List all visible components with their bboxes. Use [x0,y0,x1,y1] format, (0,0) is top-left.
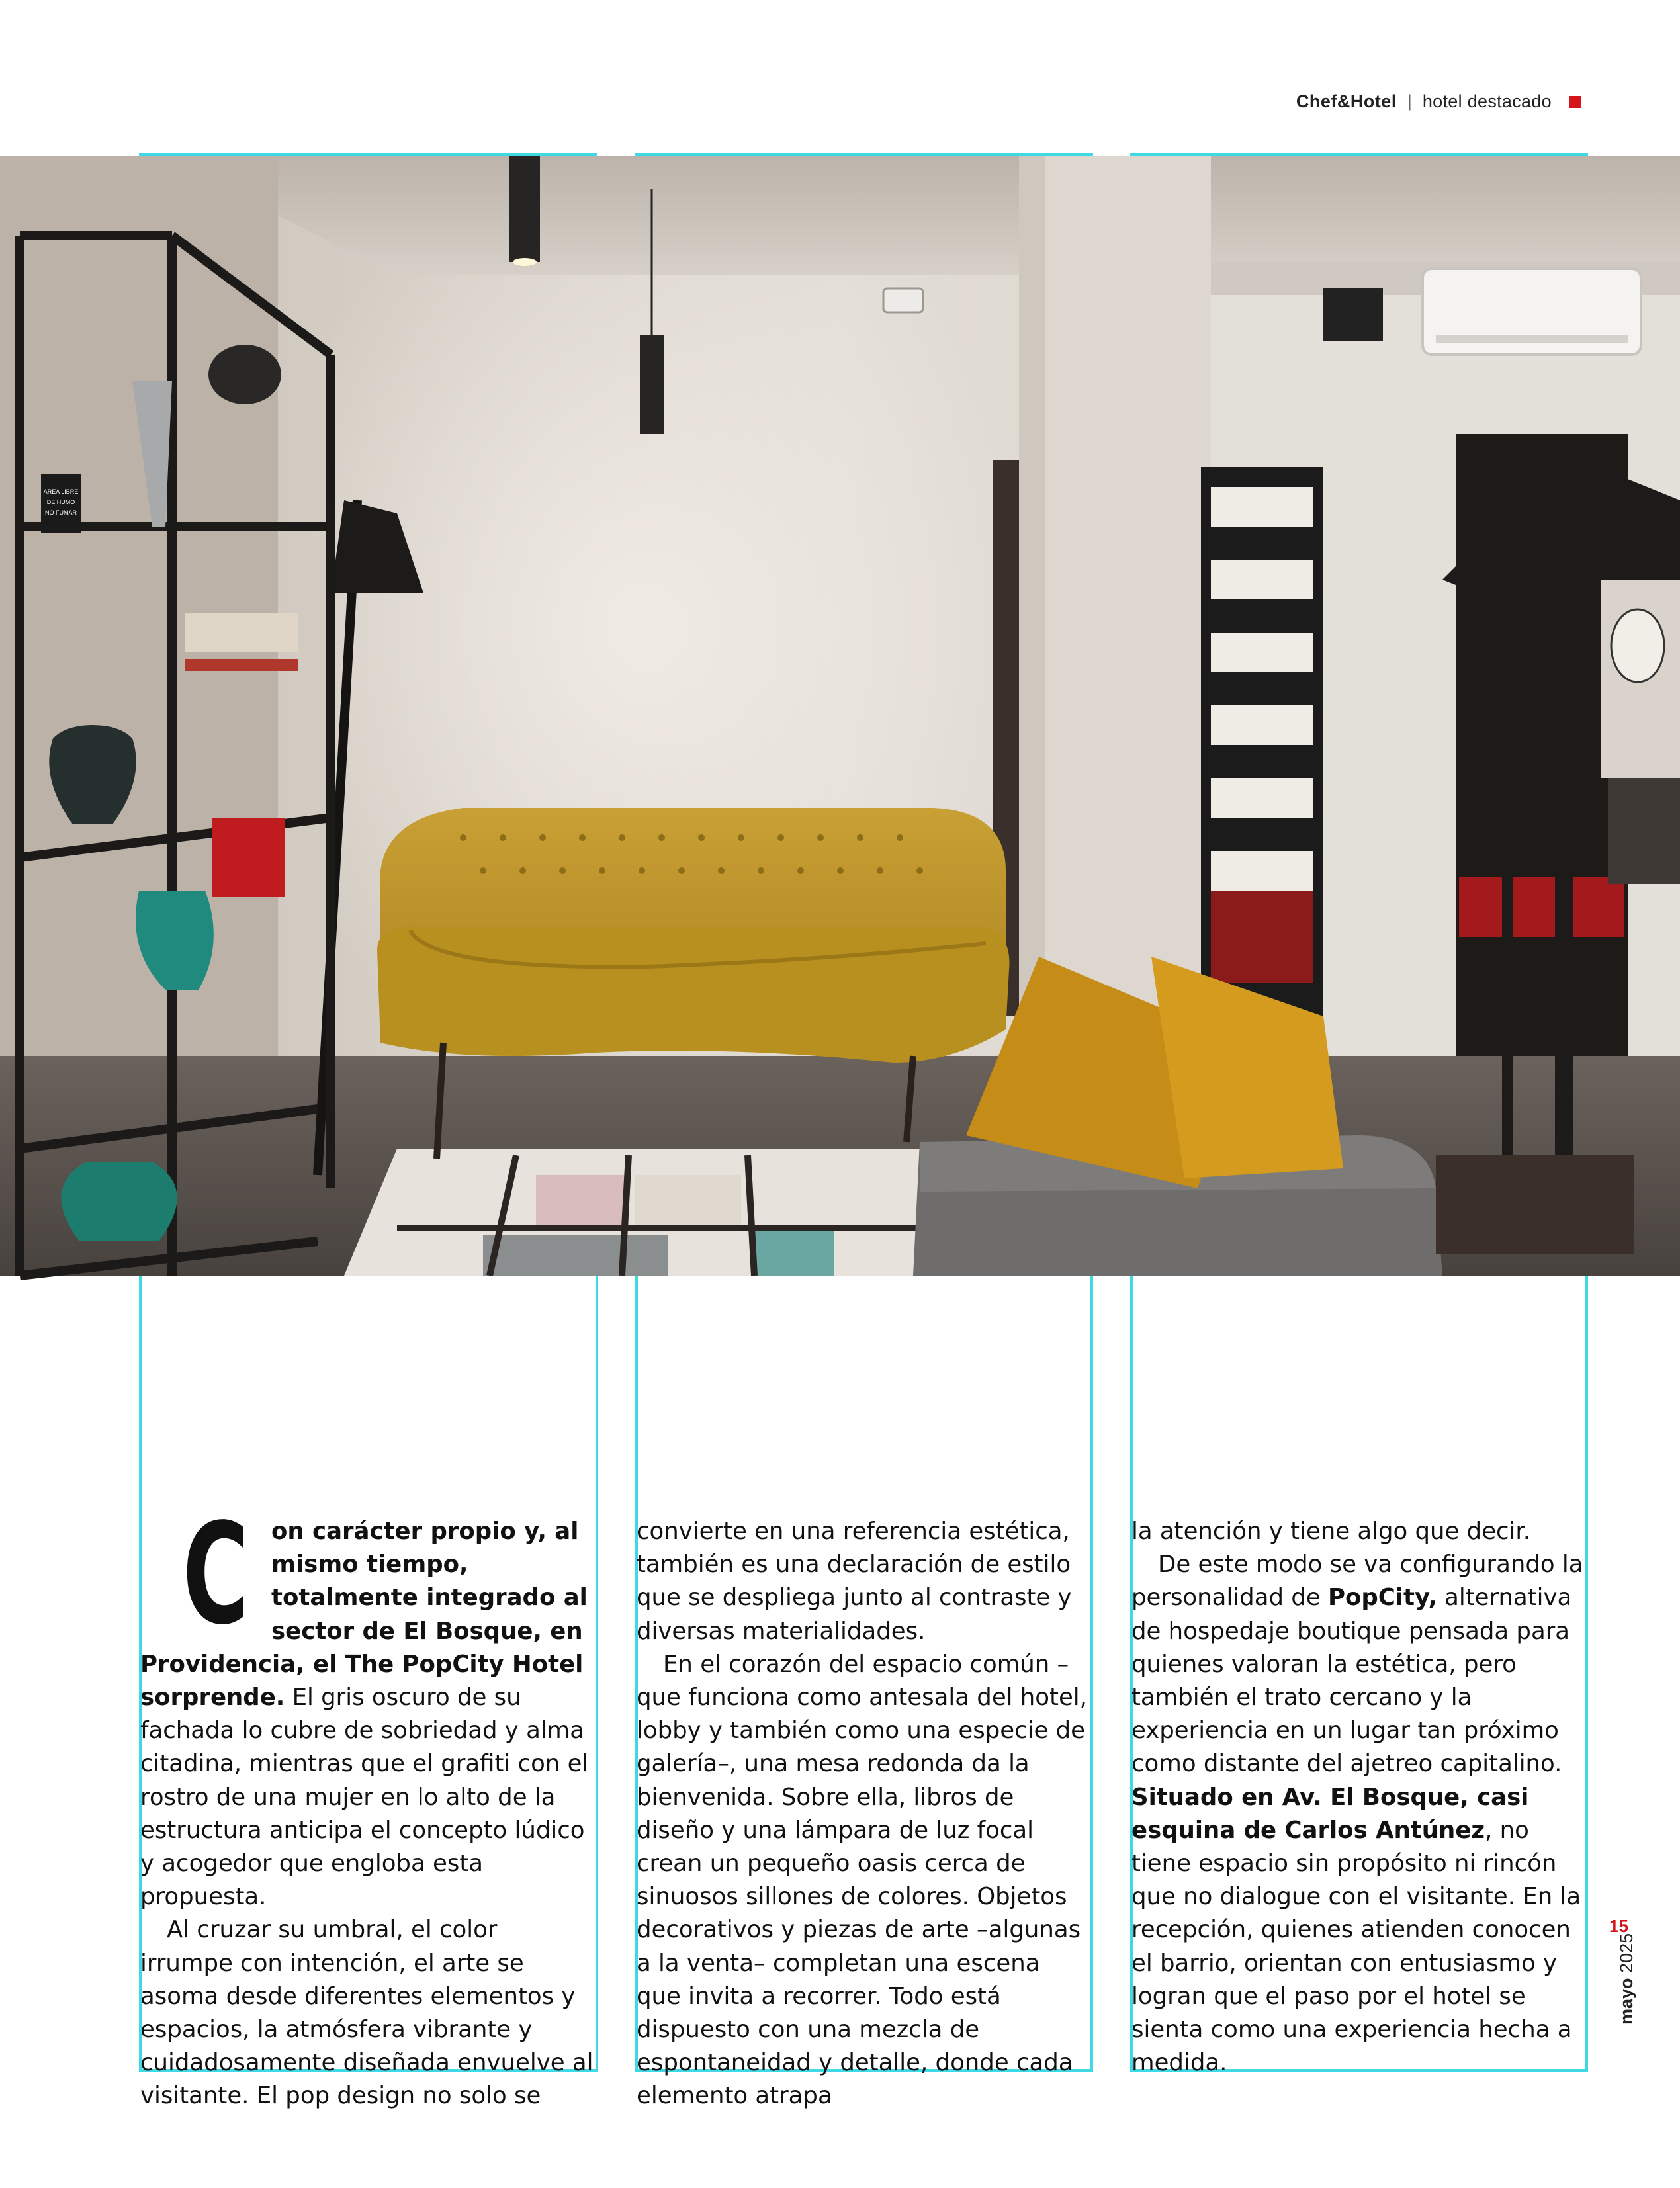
publication-name: Chef&Hotel [1296,91,1397,111]
lobby-illustration [0,156,1680,1276]
issue-year: 2025 [1616,1933,1636,1973]
col3-text-c: alternativa de hospedaje boutique pensada para quienes valoran la estética, pero también el trato cercano y la experiencia en un lugar tan próximo como distante del ajetreo capitalino. [1131,1584,1572,1778]
issue-month: mayo [1616,1978,1636,2025]
sign-line-3: NO FUMAR [45,509,77,516]
article-column-2 [637,1515,1090,2110]
article-col1-p1: El gris oscuro de su fachada lo cubre de sobriedad y alma citadina, mientras que el grafiti con el rostro de una mujer en lo alto de la estructura anticipa el concepto lúdico y acogedor que engloba esta propuesta. [140,1684,589,1911]
article-col3-p1: la atención y tiene algo que decir. [1131,1518,1531,1545]
article-col2-p1: convierte en una referencia estética, también es una declaración de estilo que se despliega junto al contraste y diversas materialidades. [637,1518,1072,1645]
guide-v-1r [596,1276,598,2072]
section-marker [1569,96,1581,108]
article-col3-p2 [1131,1548,1585,2079]
issue-date [1616,1866,1637,2025]
article-col2-p2: En el corazón del espacio común –que funciona como antesala del hotel, lobby y también como una especie de galería–, una mesa redonda da la bienvenida. Sobre ella, libros de diseño y una lámpara de luz focal crean un pequeño oasis cerca de sinuosos sillones de colores. Objetos decorativos y piezas de arte –algunas a la venta– completan una escena que invita a recorrer. Todo está dispuesto con una mezcla de espontaneidad y detalle, donde cada elemento atrapa [637,1650,1087,2110]
section-name: hotel destacado [1422,91,1552,111]
col3-text-e: , no tiene espacio sin propósito ni rincón que no dialogue con el visitante. En la recepción, quienes atienden conocen el barrio, orientan con entusiasmo y logran que el paso por el hotel se sienta como una experiencia hecha a medida. [1131,1816,1581,2077]
col3-text-a: De este modo se va configurando la personalidad de [1131,1551,1583,1612]
sign-line-2: DE HUMO [46,499,75,505]
guide-v-3r [1585,1276,1588,2072]
col3-address: Situado en Av. El Bosque, casi esquina de Carlos Antúnez [1131,1783,1529,1844]
article-column-3 [1131,1515,1585,2077]
article-col1-p2: Al cruzar su umbral, el color irrumpe con intención, el arte se asoma desde diferentes elementos y espacios, la atmósfera vibrante y cuidadosamente diseñada envuelve al visitante. El pop design no solo se [140,1916,594,2110]
page-number: 15 [1609,1916,1628,1936]
guide-v-2r [1090,1276,1093,2072]
lobby-photo [0,156,1680,1276]
running-header [1296,91,1581,112]
header-separator: | [1407,91,1412,111]
col3-hotel-name: PopCity, [1327,1584,1437,1612]
article-column-1 [140,1493,594,2110]
drop-cap: C [183,1493,249,1655]
sign-line-1: AREA LIBRE [43,488,79,495]
article-lead: on carácter propio y, al mismo tiempo, totalmente integrado al sector de El Bosque, en Providencia, el The PopCity Hotel sorprende. [140,1518,588,1712]
